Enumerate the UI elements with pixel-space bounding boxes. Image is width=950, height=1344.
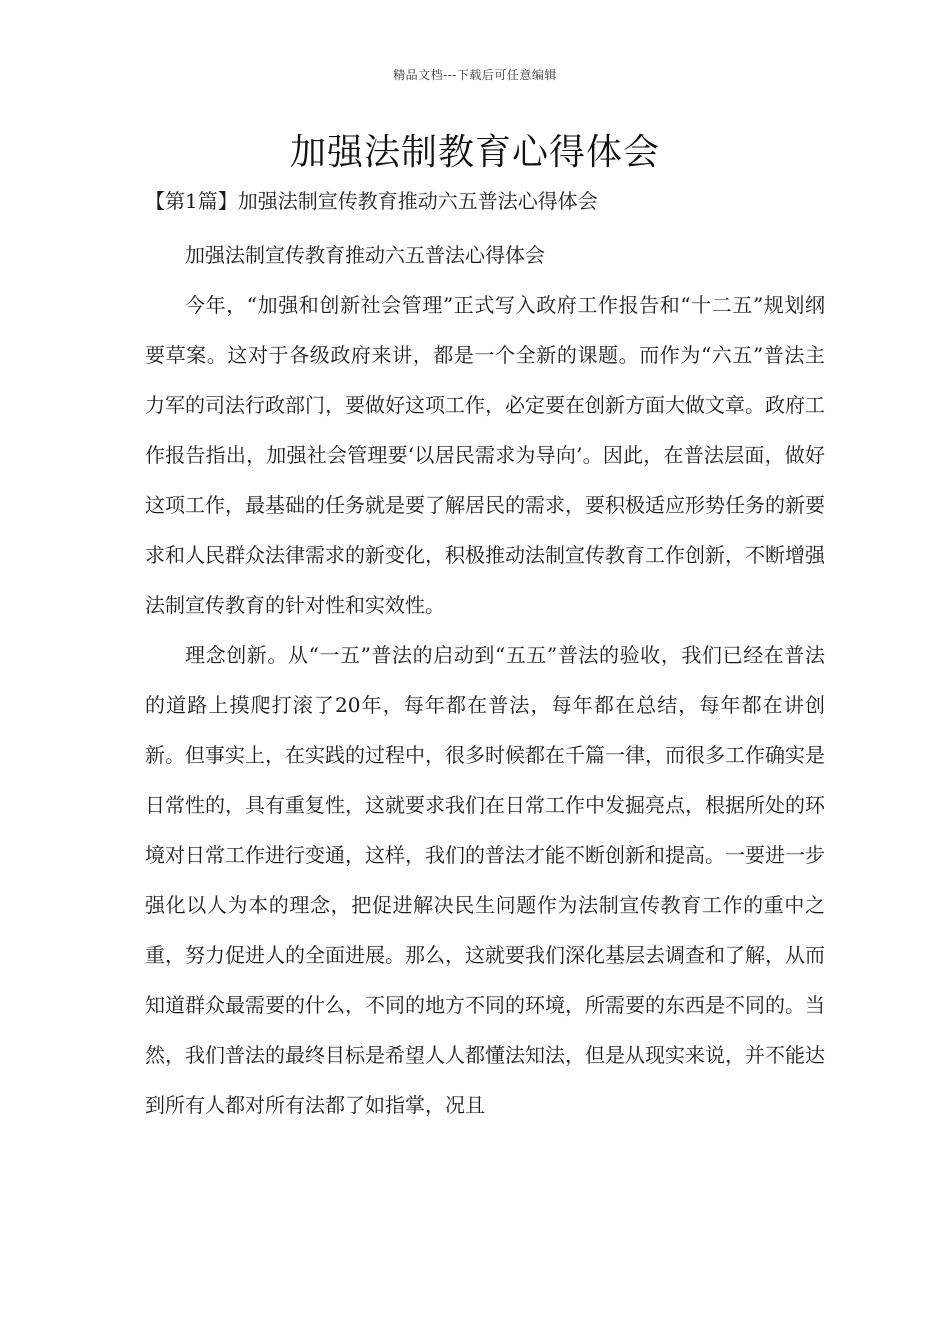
paragraph: 理念创新。从“一五”普法的启动到“五五”普法的验收，我们已经在普法的道路上摸爬打滚了20年，每年都在普法，每年都在总结，每年都在讲创新。但事实上，在实践的过程中，很多时候都在千篇一律，而很多工作确实是日常性的，具有重复性，这就要求我们在日常工作中发掘亮点，根据所处的环境对日常工作进行变通，这样，我们的普法才能不断创新和提高。一要进一步强化以人为本的理念，把促进解决民生问题作为法制宣传教育工作的重中之重，努力促进人的全面进展。那么，这就要我们深化基层去调查和了解，从而知道群众最需要的什么，不同的地方不同的环境，所需要的东西是不同的。当然，我们普法的最终目标是希望人人都懂法知法，但是从现实来说，并不能达到所有人都对所有法都了如指掌，况且: [145, 643, 825, 1117]
header-note: 精品文档---下载后可任意编辑: [393, 68, 557, 82]
document-title: 加强法制教育心得体会: [289, 132, 660, 173]
section-heading: 【第1篇】加强法制宣传教育推动六五普法心得体会: [145, 189, 598, 213]
paragraph: 今年，“加强和创新社会管理”正式写入政府工作报告和“十二五”规划纲要草案。这对于各级政府来讲，都是一个全新的课题。而作为“六五”普法主力军的司法行政部门，要做好这项工作，必定要在创新方面大做文章。政府工作报告指出，加强社会管理要‘以居民需求为导向’。因此，在普法层面，做好这项工作，最基础的任务就是要了解居民的需求，要积极适应形势任务的新要求和人民群众法律需求的新变化，积极推动法制宣传教育工作创新，不断增强法制宣传教育的针对性和实效性。: [145, 293, 825, 617]
paragraph: 加强法制宣传教育推动六五普法心得体会: [185, 243, 545, 267]
document-body: [145, 230, 825, 1130]
